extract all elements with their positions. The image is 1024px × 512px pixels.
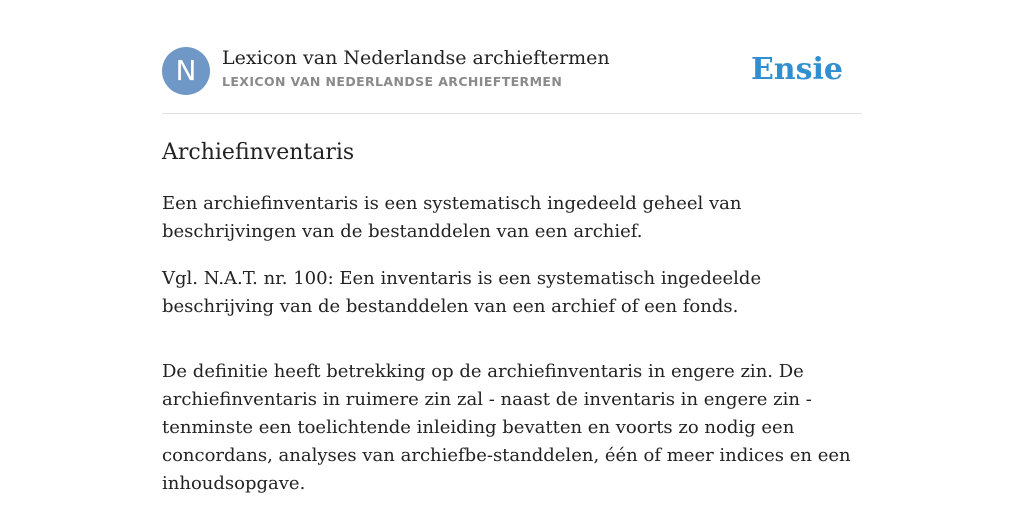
header (162, 46, 862, 96)
definition-paragraph: Vgl. N.A.T. nr. 100: Een inventaris is een systematisch ingedeelde beschrijving van de bestanddelen van een archief of een fonds. (162, 268, 762, 317)
definition-paragraph: De definitie heeft betrekking op de archiefinventaris in engere zin. De archiefinventaris in ruimere zin zal - naast de inventaris in engere zin - tenminste een toelichtende inleiding bevatten en voorts zo nodig een concordans, analyses van archiefbe-standdelen, één of meer indices en een inhoudsopgave. (162, 361, 851, 494)
paragraph-gap (162, 340, 862, 358)
source-subtitle: LEXICON VAN NEDERLANDSE ARCHIEFTERMEN (222, 74, 563, 89)
definition-paragraph: Een archiefinventaris is een systematisch ingedeeld geheel van beschrijvingen van de bestanddelen van een archief. (162, 193, 742, 242)
avatar[interactable]: N (162, 47, 210, 95)
entry-definition (162, 190, 862, 512)
brand-logo[interactable]: Ensie (750, 52, 843, 87)
entry-term: Archiefinventaris (162, 140, 355, 165)
divider (162, 113, 862, 114)
source-title[interactable]: Lexicon van Nederlandse archieftermen (222, 47, 610, 69)
